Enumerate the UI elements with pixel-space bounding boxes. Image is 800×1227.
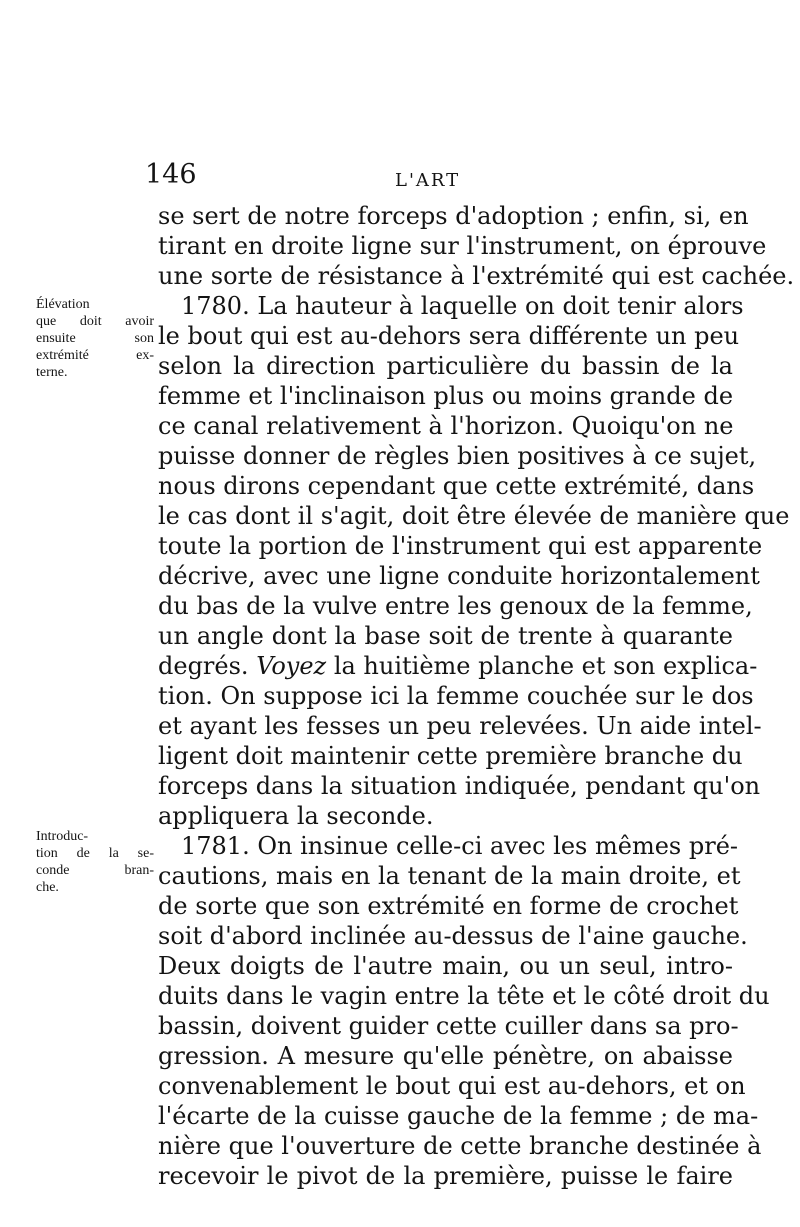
running-title: L'ART [395, 170, 461, 191]
text-line: gression. A mesure qu'elle pénètre, on abaisse [158, 1042, 733, 1070]
text-line: recevoir le pivot de la première, puisse le faire [158, 1162, 733, 1190]
margin-note-line: terne. [36, 365, 68, 380]
text-line: duits dans le vagin entre la tête et le côté droit du [158, 982, 770, 1010]
text-line: selon la direction particulière du bassin de la [158, 352, 733, 380]
text-line: soit d'abord inclinée au-dessus de l'aine gauche. [158, 922, 748, 950]
text-line: nière que l'ouverture de cette branche destinée à [158, 1132, 762, 1160]
margin-note-introduction [36, 828, 154, 896]
text-line: une sorte de résistance à l'extrémité qui est cachée. [158, 262, 795, 290]
text-line: et ayant les fesses un peu relevées. Un aide intel- [158, 712, 762, 740]
margin-note-line: ensuite son [36, 331, 154, 346]
body-text [143, 201, 795, 1191]
margin-note-line: che. [36, 880, 59, 895]
text-line: du bas de la vulve entre les genoux de la femme, [158, 592, 753, 620]
text-line: nous dirons cependant que cette extrémité, dans [158, 472, 755, 500]
text-line: femme et l'inclinaison plus ou moins grande de [158, 382, 734, 410]
text-line: décrive, avec une ligne conduite horizontalement [158, 562, 760, 590]
text-line: de sorte que son extrémité en forme de crochet [158, 892, 739, 920]
margin-note-line: tion de la se- [36, 846, 154, 861]
text-line: Deux doigts de l'autre main, ou un seul, intro- [158, 952, 733, 980]
margin-note-elevation [36, 296, 154, 381]
text-line: convenablement le bout qui est au-dehors, et on [158, 1072, 746, 1100]
text-line: le cas dont il s'agit, doit être élevée de manière que [158, 502, 790, 530]
text-line: le bout qui est au-dehors sera différente un peu [158, 322, 740, 350]
text-line: un angle dont la base soit de trente à quarante [158, 622, 733, 650]
text-line: ligent doit maintenir cette première branche du [158, 742, 743, 770]
italic-voyez: Voyez [256, 652, 327, 680]
margin-note-line: que doit avoir [36, 314, 154, 329]
text-line: tion. On suppose ici la femme couchée sur le dos [158, 682, 754, 710]
text-fragment: degrés. [158, 652, 257, 680]
text-line: appliquera la seconde. [158, 802, 434, 830]
text-line: cautions, mais en la tenant de la main droite, et [158, 862, 741, 890]
paragraph-1780-start: 1780. La hauteur à laquelle on doit tenir alors [181, 292, 744, 320]
text-line: puisse donner de règles bien positives à ce sujet, [158, 442, 757, 470]
page-number: 146 [145, 159, 197, 190]
text-line: tirant en droite ligne sur l'instrument, on éprouve [158, 232, 767, 260]
text-line-with-italic [143, 651, 758, 681]
text-line: forceps dans la situation indiquée, pendant qu'on [158, 772, 761, 800]
text-line: ce canal relativement à l'horizon. Quoiqu'on ne [158, 412, 734, 440]
paragraph-1781-start: 1781. On insinue celle-ci avec les mêmes pré- [181, 832, 739, 860]
text-line: se sert de notre forceps d'adoption ; enfin, si, en [158, 202, 749, 230]
margin-note-line: Élévation [36, 297, 90, 312]
text-line: toute la portion de l'instrument qui est apparente [158, 532, 763, 560]
text-line: l'écarte de la cuisse gauche de la femme ; de ma- [158, 1102, 759, 1130]
margin-note-line: Introduc- [36, 829, 89, 844]
text-fragment: la huitième planche et son explica- [333, 652, 758, 680]
margin-note-line: extrémité ex- [36, 348, 154, 363]
text-line: bassin, doivent guider cette cuiller dans sa pro- [158, 1012, 739, 1040]
margin-note-line: conde bran- [36, 863, 154, 878]
